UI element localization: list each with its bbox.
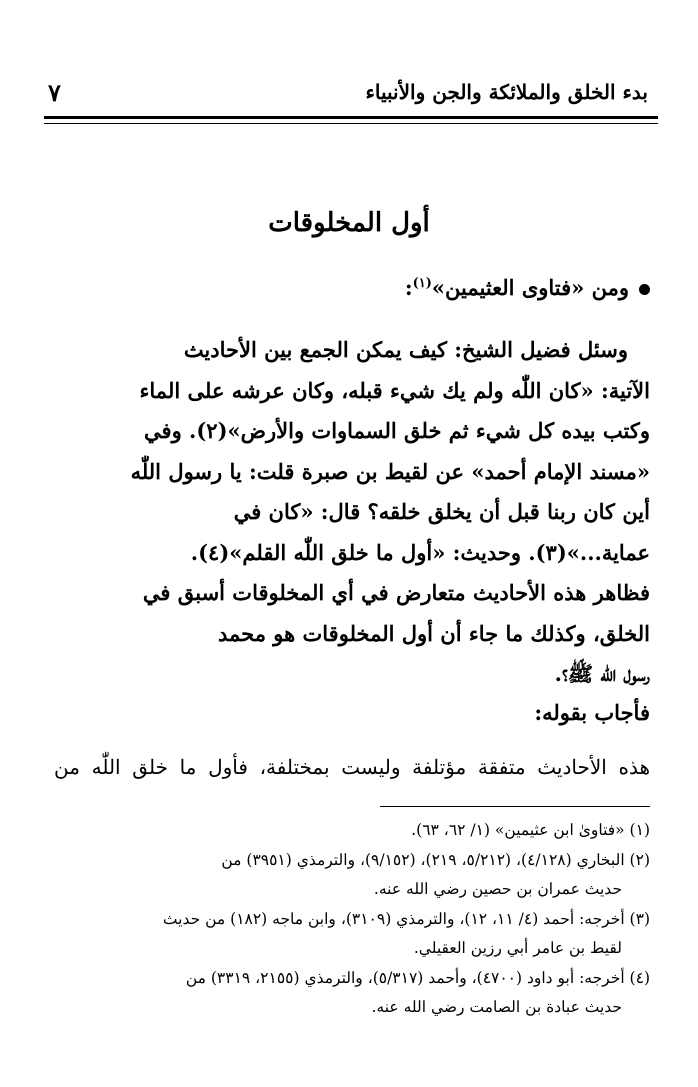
footnote-line: حديث عبادة بن الصامت رضي الله عنه. bbox=[371, 998, 622, 1016]
footnote-ref: (١) bbox=[412, 276, 432, 291]
answer-label: فأجاب بقوله: bbox=[534, 700, 650, 725]
footnote-4 bbox=[46, 964, 650, 1023]
question-line: الآتية: «كان اللّٰه ولم يك شيء قبله، وكان عرشه على الماء bbox=[139, 377, 650, 403]
intro-line bbox=[405, 275, 650, 300]
footnote-line: (١) «فتاوىٰ ابن عثيمين» (١/ ٦٢، ٦٣). bbox=[411, 821, 650, 839]
footnote-2 bbox=[46, 846, 650, 905]
footnote-3 bbox=[46, 905, 650, 964]
running-title: بدء الخلق والملائكة والجن والأنبياء bbox=[365, 80, 648, 104]
question-line: عماية...»(٣). وحديث: «أول ما خلق اللّٰه القلم»(٤). bbox=[190, 539, 650, 565]
footnotes bbox=[46, 816, 650, 1023]
bullet-icon bbox=[639, 284, 650, 295]
question-line: «مسند الإمام أحمد» عن لقيط بن صبرة قلت: يا رسول اللّٰه bbox=[130, 458, 650, 484]
question-paragraph bbox=[54, 330, 650, 695]
footnote-1 bbox=[46, 816, 650, 846]
footnote-line: (٤) أخرجه: أبو داود (٤٧٠٠)، وأحمد (٥/٣١٧)، والترمذي (٢١٥٥، ٣٣١٩) من bbox=[185, 968, 650, 987]
question-line: الخلق، وكذلك ما جاء أن أول المخلوقات هو محمد bbox=[218, 620, 650, 646]
question-line: رسول اللّٰه ﷺ؟. bbox=[554, 661, 650, 686]
footnote-line: (٣) أخرجه: أحمد (٤/ ١١، ١٢)، والترمذي (٣١٠٩)، وابن ماجه (١٨٢) من حديث bbox=[162, 909, 650, 928]
section-title: أول المخلوقات bbox=[268, 208, 430, 238]
answer-text: هذه الأحاديث متفقة مؤتلفة وليست بمختلفة، فأول ما خلق اللّٰه من bbox=[54, 755, 650, 779]
question-line: أين كان ربنا قبل أن يخلق خلقه؟ قال: «كان في bbox=[233, 499, 650, 524]
header-rule-thick bbox=[44, 116, 658, 119]
question-line: وكتب بيده كل شيء ثم خلق السماوات والأرض»(٢). وفي bbox=[144, 418, 650, 443]
footnote-line: (٢) البخاري (٤/١٢٨)، (٥/٢١٢، ٢١٩)، (٩/١٥٢)، والترمذي (٣٩٥١) من bbox=[221, 850, 650, 869]
footnote-line: حديث عمران بن حصين رضي الله عنه. bbox=[373, 880, 622, 898]
intro-text: ومن «فتاوى العثيمين» bbox=[431, 275, 629, 300]
header-rule-thin bbox=[44, 123, 658, 124]
question-line: فظاهر هذه الأحاديث متعارض في أي المخلوقات أسبق في bbox=[142, 580, 650, 605]
footnote-divider bbox=[380, 806, 650, 807]
page-number: ٧ bbox=[48, 78, 61, 107]
question-line: وسئل فضيل الشيخ: كيف يمكن الجمع بين الأحاديث bbox=[183, 337, 628, 362]
footnote-line: لقيط بن عامر أبي رزين العقيلي. bbox=[413, 939, 622, 957]
page-header bbox=[48, 80, 648, 112]
intro-colon: : bbox=[404, 275, 413, 300]
